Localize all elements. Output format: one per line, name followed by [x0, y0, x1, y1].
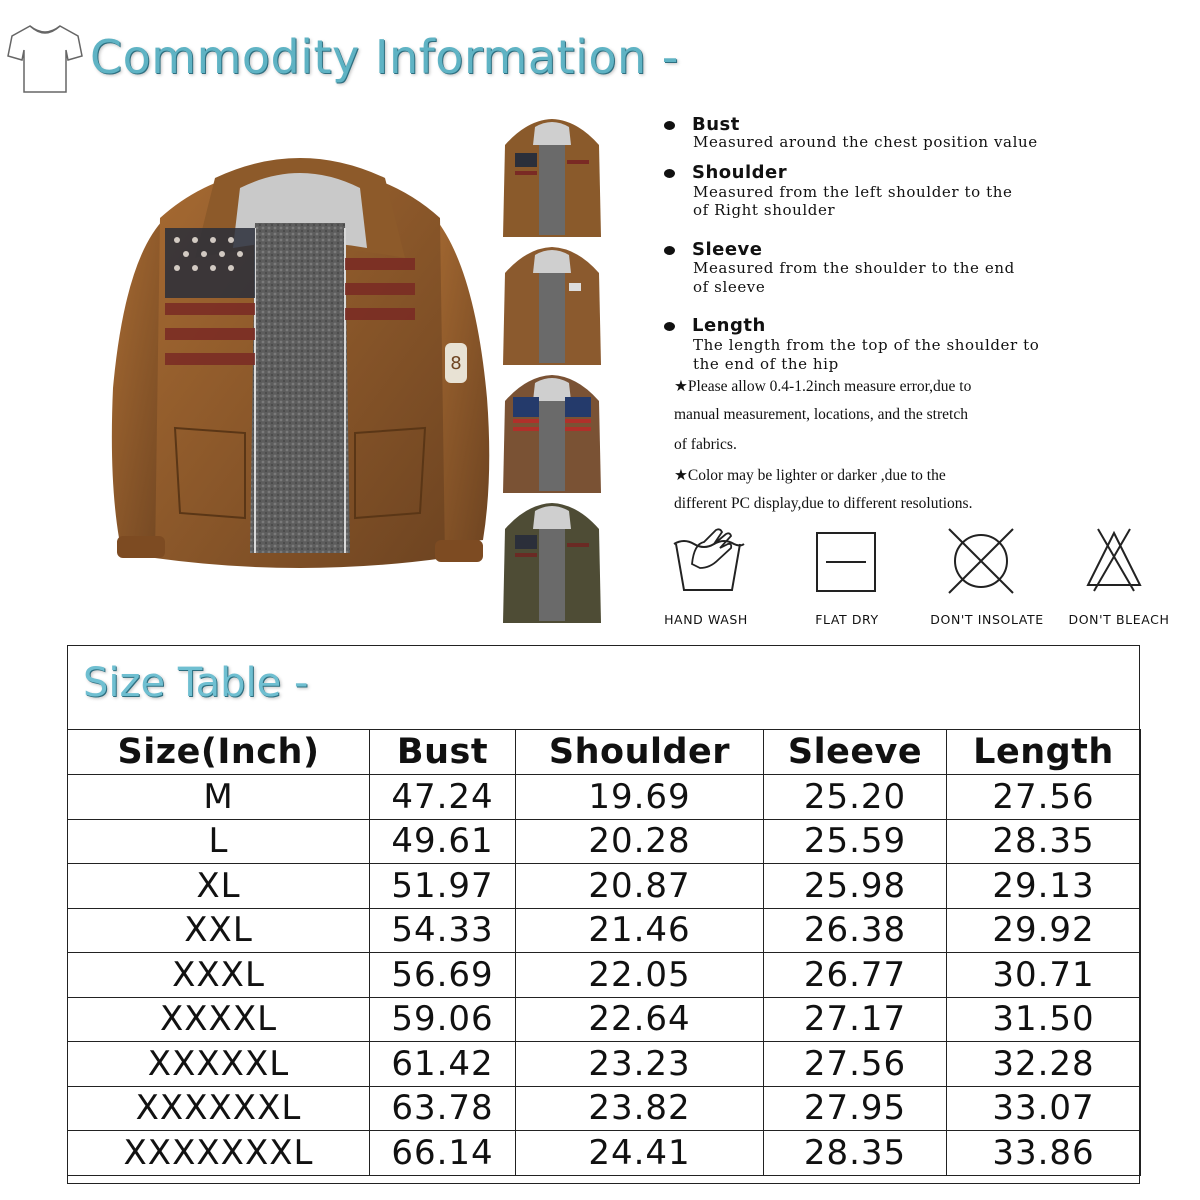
- measurement-cell: 20.28: [516, 819, 764, 864]
- table-row: [68, 953, 1141, 998]
- size-table: [67, 729, 1141, 1176]
- care-label-flat-dry: FLAT DRY: [815, 612, 879, 627]
- shoulder-title: Shoulder: [692, 162, 788, 183]
- measurement-cell: 27.56: [764, 1042, 947, 1087]
- measurement-cell: 19.69: [516, 775, 764, 820]
- table-row: [68, 1042, 1141, 1087]
- measurement-cell: 30.71: [947, 953, 1141, 998]
- shoulder-desc-2: of Right shoulder: [693, 201, 836, 219]
- size-cell: XXXXXXXL: [68, 1131, 370, 1176]
- table-row: [68, 775, 1141, 820]
- table-row: [68, 908, 1141, 953]
- size-cell: XXXL: [68, 953, 370, 998]
- size-cell: XXXXXL: [68, 1042, 370, 1087]
- dont-insolate-icon: [945, 527, 1017, 595]
- tshirt-icon: [6, 22, 84, 96]
- shoulder-desc-1: Measured from the left shoulder to the: [693, 183, 1013, 201]
- measurement-cell: 54.33: [370, 908, 516, 953]
- shoulder-note: [664, 162, 1084, 222]
- variant-thumbnails: [497, 115, 607, 630]
- bullet-icon: [664, 322, 675, 331]
- care-label-hand-wash: HAND WASH: [664, 612, 748, 627]
- sleeve-desc-1: Measured from the shoulder to the end: [693, 259, 1015, 277]
- length-desc-2: the end of the hip: [693, 355, 839, 373]
- hand-wash-icon: [670, 524, 750, 596]
- measurement-cell: 27.56: [947, 775, 1141, 820]
- dont-bleach-icon: [1084, 527, 1144, 593]
- measurement-cell: 25.20: [764, 775, 947, 820]
- sleeve-note: [664, 239, 1084, 299]
- page-title: Commodity Information -: [90, 30, 679, 84]
- table-header-row: [68, 730, 1141, 775]
- bust-desc: Measured around the chest position value: [693, 133, 1038, 151]
- table-row: [68, 819, 1141, 864]
- sleeve-title: Sleeve: [692, 239, 763, 260]
- measurement-cell: 59.06: [370, 997, 516, 1042]
- care-label-dont-bleach: DON'T BLEACH: [1068, 612, 1170, 627]
- measurement-cell: 26.38: [764, 908, 947, 953]
- size-cell: XL: [68, 864, 370, 909]
- measurement-cell: 31.50: [947, 997, 1141, 1042]
- measurement-cell: 22.64: [516, 997, 764, 1042]
- measurement-cell: 23.23: [516, 1042, 764, 1087]
- bullet-icon: [664, 169, 675, 178]
- measurement-cell: 24.41: [516, 1131, 764, 1176]
- svg-text:8: 8: [450, 353, 462, 374]
- measurement-cell: 25.59: [764, 819, 947, 864]
- measurement-cell: 23.82: [516, 1086, 764, 1131]
- measurement-cell: 29.13: [947, 864, 1141, 909]
- notice-line: different PC display,due to different resolutions.: [674, 495, 973, 512]
- size-cell: M: [68, 775, 370, 820]
- notice-line: ★Please allow 0.4-1.2inch measure error,due to: [674, 378, 972, 395]
- measurement-cell: 33.07: [947, 1086, 1141, 1131]
- measurement-cell: 22.05: [516, 953, 764, 998]
- main-jacket-image: [105, 148, 495, 583]
- measurement-cell: 27.95: [764, 1086, 947, 1131]
- size-table-title: Size Table -: [83, 660, 309, 706]
- measurement-cell: 21.46: [516, 908, 764, 953]
- variant-brown-usa: [503, 375, 601, 493]
- table-row: [68, 864, 1141, 909]
- bust-note: [664, 114, 1084, 154]
- measurement-cell: 25.98: [764, 864, 947, 909]
- column-header: Bust: [370, 730, 516, 775]
- table-row: [68, 1086, 1141, 1131]
- measurement-cell: 63.78: [370, 1086, 516, 1131]
- measurement-cell: 49.61: [370, 819, 516, 864]
- measurement-cell: 20.87: [516, 864, 764, 909]
- measurement-cell: 33.86: [947, 1131, 1141, 1176]
- flat-dry-icon: [814, 530, 880, 596]
- size-cell: L: [68, 819, 370, 864]
- measurement-cell: 27.17: [764, 997, 947, 1042]
- column-header: Shoulder: [516, 730, 764, 775]
- measurement-cell: 28.35: [947, 819, 1141, 864]
- size-cell: XXL: [68, 908, 370, 953]
- length-note: [664, 315, 1084, 375]
- table-row: [68, 1131, 1141, 1176]
- measurement-cell: 51.97: [370, 864, 516, 909]
- table-row: [68, 997, 1141, 1042]
- size-cell: XXXXXXL: [68, 1086, 370, 1131]
- measurement-cell: 29.92: [947, 908, 1141, 953]
- measurement-cell: 32.28: [947, 1042, 1141, 1087]
- notice-line: of fabrics.: [674, 436, 737, 453]
- variant-olive-flag: [503, 503, 601, 623]
- measurement-cell: 66.14: [370, 1131, 516, 1176]
- column-header: Length: [947, 730, 1141, 775]
- measurement-cell: 61.42: [370, 1042, 516, 1087]
- notice-line: manual measurement, locations, and the stretch: [674, 406, 968, 423]
- measurement-cell: 47.24: [370, 775, 516, 820]
- measurement-cell: 26.77: [764, 953, 947, 998]
- variant-brown-flag: [503, 119, 601, 237]
- size-cell: XXXXL: [68, 997, 370, 1042]
- length-desc-1: The length from the top of the shoulder to: [693, 336, 1040, 354]
- column-header: Size(Inch): [68, 730, 370, 775]
- column-header: Sleeve: [764, 730, 947, 775]
- sleeve-desc-2: of sleeve: [693, 278, 766, 296]
- length-title: Length: [692, 315, 766, 336]
- notice-line: ★Color may be lighter or darker ,due to the: [674, 467, 946, 484]
- bullet-icon: [664, 246, 675, 255]
- measurement-cell: 28.35: [764, 1131, 947, 1176]
- care-label-dont-insolate: DON'T INSOLATE: [930, 612, 1044, 627]
- variant-brown-plain: [503, 247, 601, 365]
- bullet-icon: [664, 121, 675, 130]
- measurement-cell: 56.69: [370, 953, 516, 998]
- bust-title: Bust: [692, 114, 740, 135]
